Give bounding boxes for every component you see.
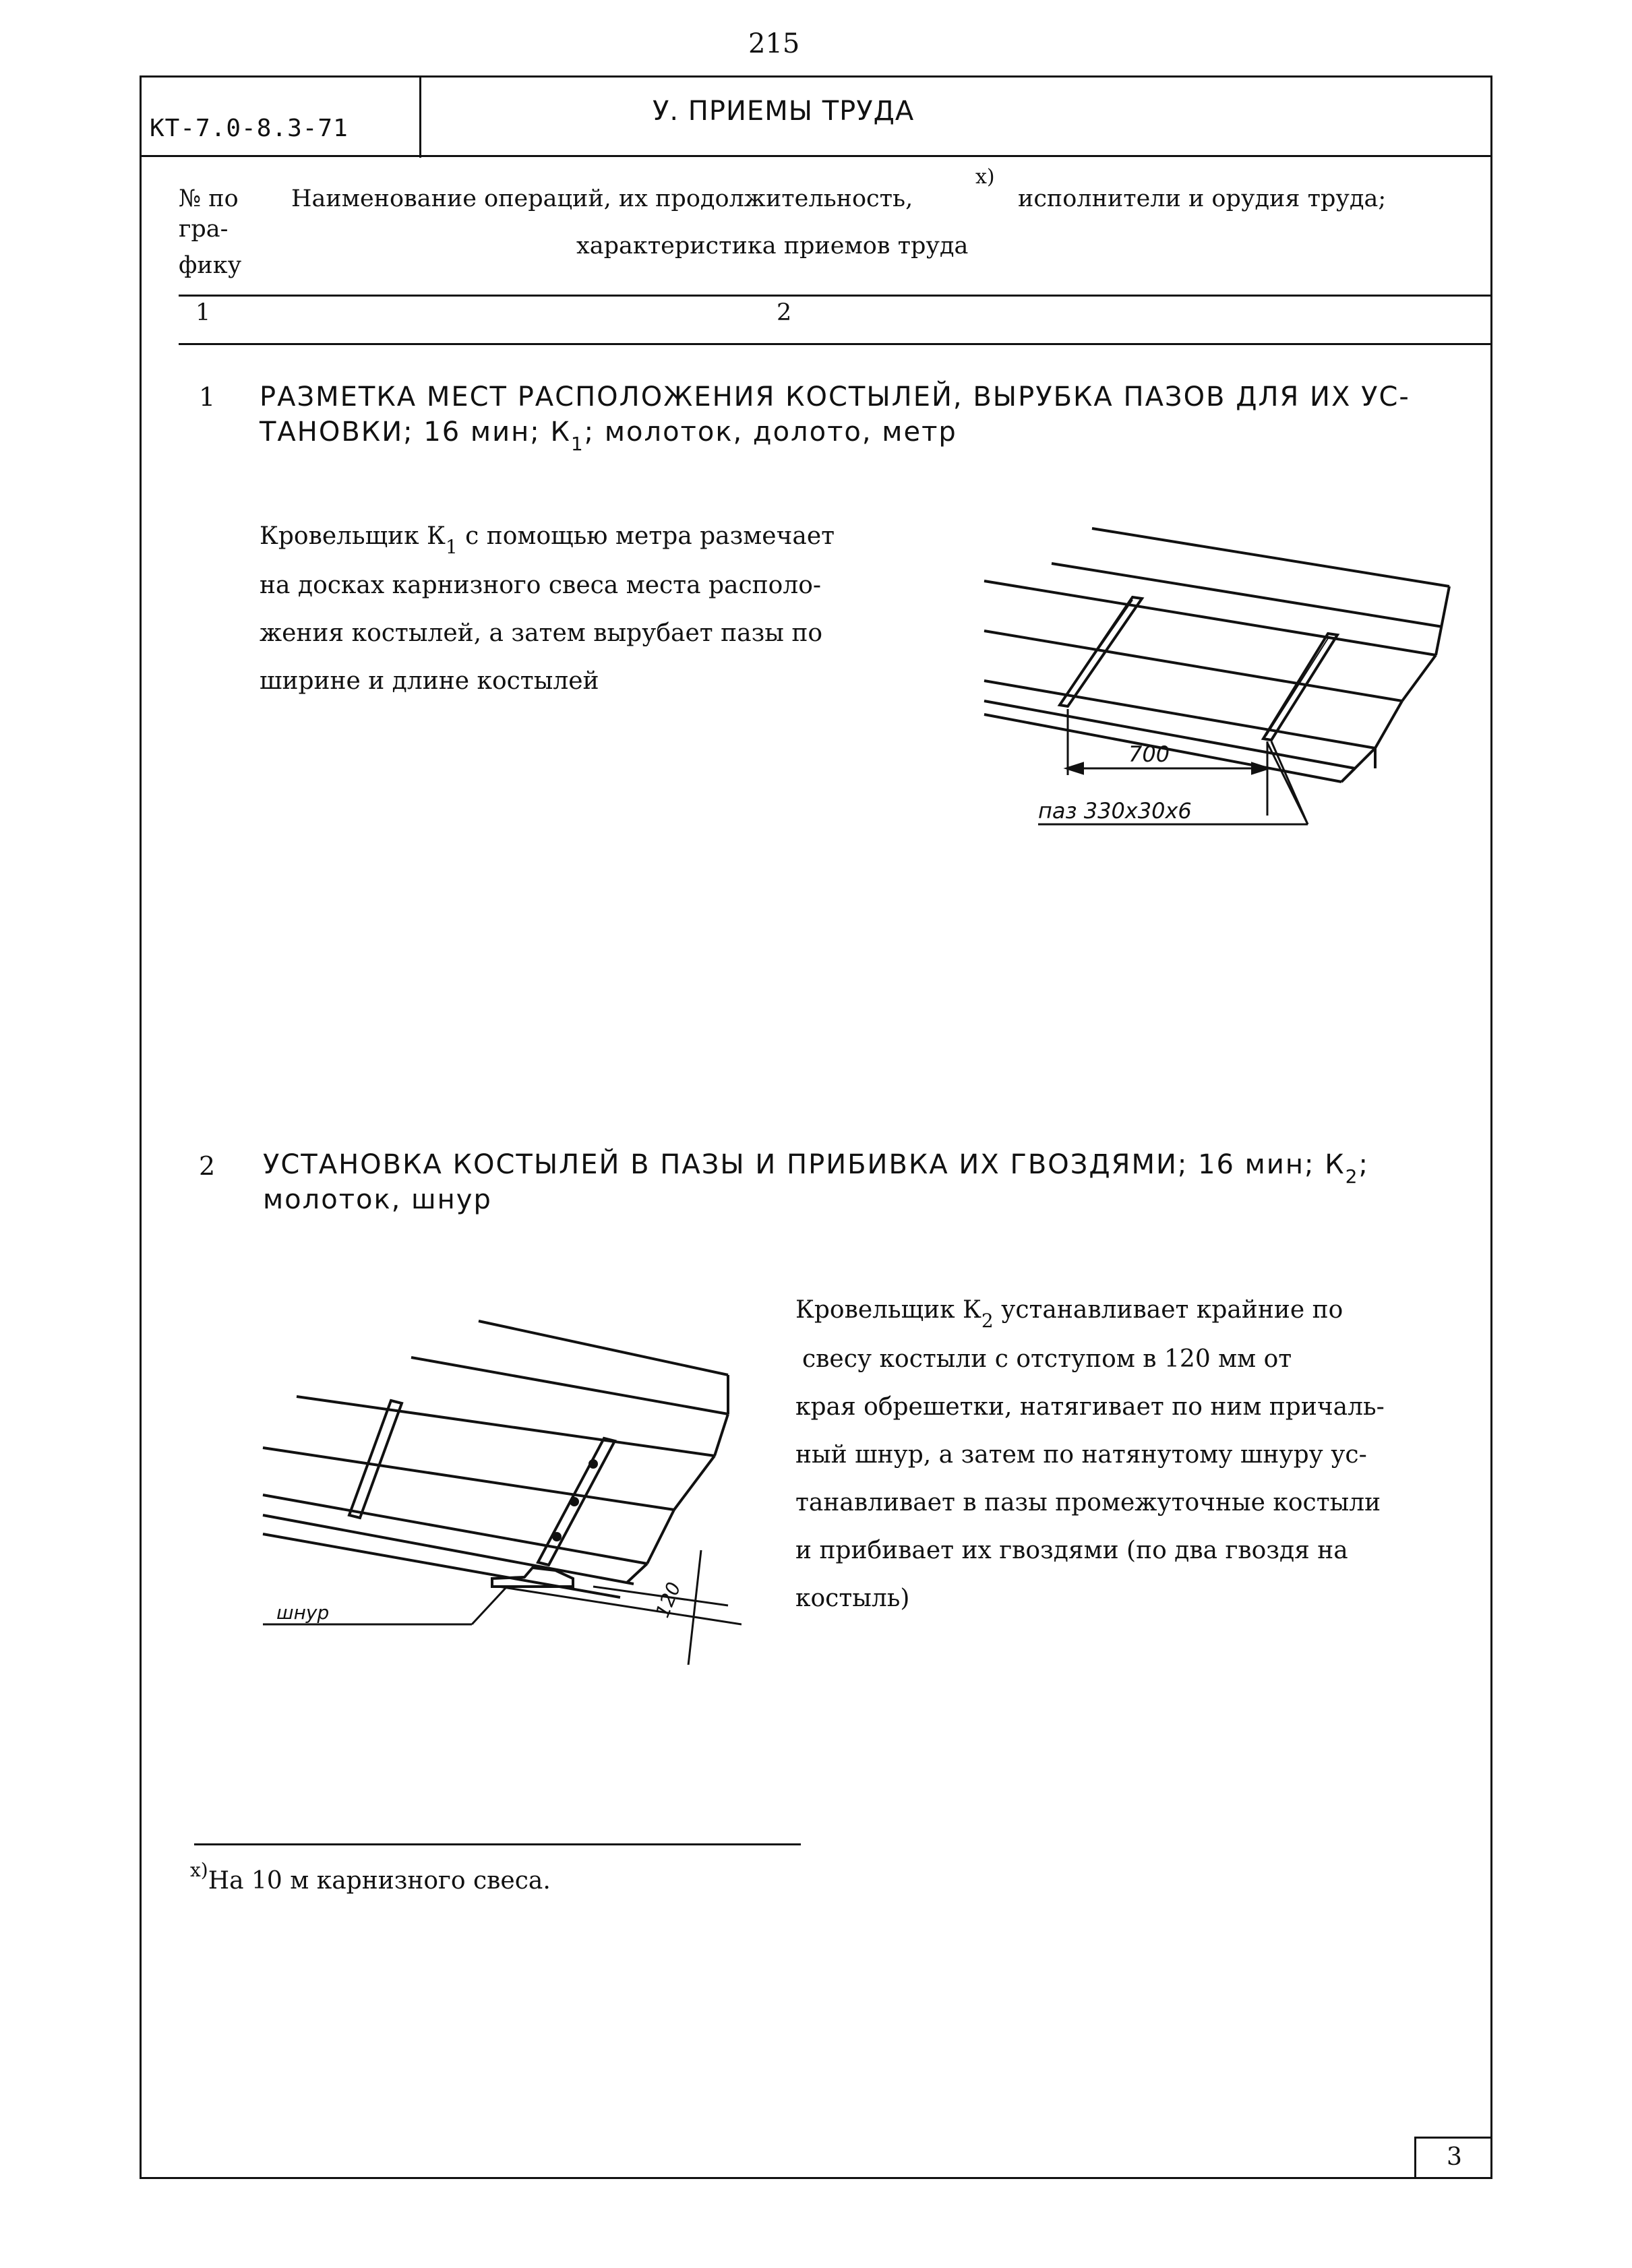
operation-1-number: 1 [199, 382, 216, 412]
figure-1-dimension: 700 [1128, 741, 1170, 767]
col2-header-line2: характеристика приемов труда [576, 233, 969, 259]
col-number-2: 2 [777, 299, 792, 326]
operation-2-number: 2 [199, 1151, 216, 1181]
footnote: $^{x)}$На 10 м карнизного свеса. [190, 1859, 551, 1895]
col2-header-line1a: Наименование операций, их продолжительность, [291, 185, 913, 212]
col2-footnote-mark: x) [975, 165, 995, 189]
header-rule-1 [179, 295, 1492, 297]
corner-sheet-box [1414, 2137, 1492, 2179]
operation-1-title-line1: РАЗМЕТКА МЕСТ РАСПОЛОЖЕНИЯ КОСТЫЛЕЙ, ВЫРУБКА ПАЗОВ ДЛЯ ИХ УС- [260, 381, 1410, 412]
col1-header-line2: гра- [179, 216, 229, 243]
figure-1-eaves-boards [971, 499, 1470, 849]
col1-header-line1: № по [179, 185, 239, 212]
corner-sheet-number: 3 [1447, 2143, 1462, 2171]
operation-1-title-line2: ТАНОВКИ; 16 мин; $К_1$; молоток, долото, метр [260, 417, 957, 455]
operation-1-description: Кровельщик $К_1$ с помощью метра размечает на досках карнизного свеса места располо- жения костылей, а затем вырубает пазы по ширине и длине костылей [260, 522, 835, 695]
operation-2-title-line1: УСТАНОВКА КОСТЫЛЕЙ В ПАЗЫ И ПРИБИВКА ИХ ГВОЗДЯМИ; 16 мин; $К_2$; [263, 1149, 1369, 1188]
document-code: КТ-7.0-8.3-71 [150, 115, 349, 142]
operation-2-description: Кровельщик $К_2$ устанавливает крайние по свесу костыли с отступом в 120 мм от края обрешетки, натягивает по ним причаль- ный шнур, а затем по натянутому шнуру ус- танавливает в пазы промежуточные костыли и прибивает их гвоздями (по два гвоздя на костыль) [795, 1296, 1385, 1612]
section-title: У. ПРИЕМЫ ТРУДА [653, 96, 915, 127]
col1-header-line3: фику [179, 252, 242, 279]
col2-header-line1b: исполнители и орудия труда; [1018, 185, 1387, 212]
col-number-1: 1 [195, 299, 211, 326]
figure-2-dimension: 120 [651, 1579, 686, 1621]
header-divider [419, 75, 421, 158]
figure-1-label: паз 330x30x6 [1038, 798, 1192, 824]
footnote-rule [194, 1843, 801, 1845]
page-number: 215 [748, 28, 800, 59]
header-bottom-rule [140, 155, 1492, 157]
figure-2-label: шнур [276, 1601, 330, 1624]
header-rule-2 [179, 343, 1492, 345]
figure-2-installed-costyli [256, 1314, 742, 1665]
operation-2-title-line2: молоток, шнур [263, 1184, 492, 1215]
